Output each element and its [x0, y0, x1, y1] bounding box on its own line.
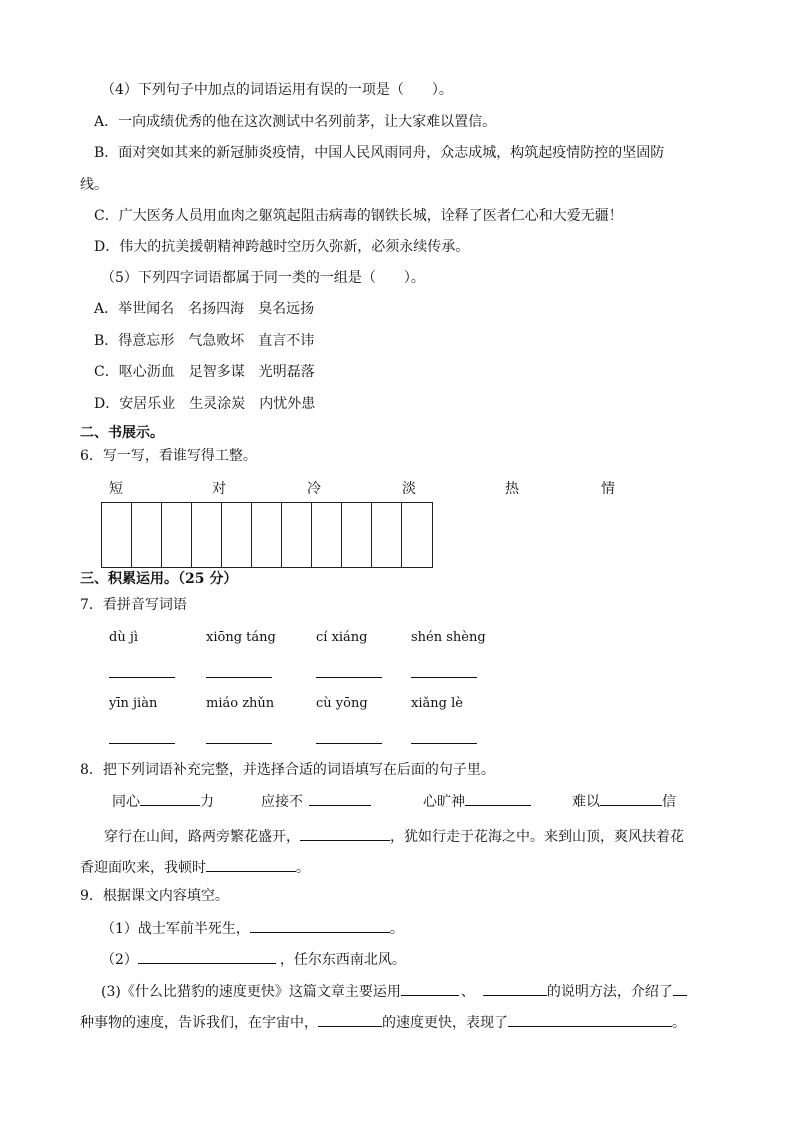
sentence-text: 穿行在山间，路两旁繁花盛开， — [104, 829, 300, 845]
fill-blank[interactable] — [140, 791, 200, 806]
q5-stem: （5）下列四字词语都属于同一类的一组是（ ）。 — [101, 270, 425, 286]
grid-cell[interactable] — [132, 503, 162, 567]
answer-line[interactable] — [411, 677, 477, 678]
word-suffix: 力 — [200, 794, 214, 810]
item-text: 的速度更快，表现了 — [382, 1015, 508, 1031]
word-prefix: 应接不 — [261, 794, 303, 810]
q8-sentence-line2 — [80, 857, 310, 878]
fill-blank[interactable] — [483, 981, 547, 996]
q8-sentence-line1 — [104, 826, 684, 847]
grid-cell[interactable] — [312, 503, 342, 567]
char-3: 冷 — [307, 481, 321, 497]
grid-cell[interactable] — [402, 503, 432, 567]
section2-title: 二、书展示。 — [80, 425, 164, 441]
item-text: 的说明方法，介绍了 — [546, 984, 673, 1000]
fill-blank[interactable] — [250, 918, 390, 933]
char-5: 热 — [505, 481, 519, 497]
grid-cell[interactable] — [282, 503, 312, 567]
item-text: （2） — [101, 952, 138, 968]
q4-option-b-line1: B．面对突如其来的新冠肺炎疫情，中国人民风雨同舟，众志成城，构筑起疫情防控的坚固防 — [94, 145, 665, 161]
pinyin-5: yīn jiàn — [109, 696, 158, 711]
fill-blank[interactable] — [318, 1012, 382, 1027]
answer-line[interactable] — [316, 677, 382, 678]
grid-cell[interactable] — [192, 503, 222, 567]
item-text: ，任尔东西南北风。 — [279, 952, 406, 968]
pinyin-2: xiōng táng — [206, 630, 276, 645]
item-text: （1）战士军前半死生， — [101, 921, 250, 937]
grid-cell[interactable] — [222, 503, 252, 567]
char-2: 对 — [212, 481, 226, 497]
item-text: 。 — [389, 921, 404, 937]
answer-line[interactable] — [206, 677, 272, 678]
q6-stem: 6．写一写，看谁写得工整。 — [80, 448, 257, 464]
pinyin-3: cí xiáng — [316, 630, 368, 645]
fill-blank[interactable] — [600, 791, 662, 806]
pinyin-6: miáo zhǔn — [206, 696, 275, 711]
word-suffix: 信 — [662, 794, 676, 810]
item-text: 种事物的速度，告诉我们，在宇宙中， — [80, 1015, 318, 1031]
fill-blank[interactable] — [206, 857, 296, 872]
word-prefix: 同心 — [112, 794, 140, 810]
item-text: (3)《什么比猎豹的速度更快》这篇文章主要运用 — [101, 984, 401, 1000]
pinyin-4: shén shèng — [411, 630, 486, 645]
grid-cell[interactable] — [162, 503, 192, 567]
section3-title: 三、积累运用。（25 分） — [80, 571, 238, 587]
answer-line[interactable] — [109, 677, 175, 678]
item-text: 。 — [672, 1015, 686, 1031]
q5-option-b: B．得意忘形 气急败坏 直言不讳 — [94, 333, 315, 349]
item-text: 、 — [460, 984, 475, 1000]
grid-cell[interactable] — [252, 503, 282, 567]
q8-word-3 — [423, 791, 531, 812]
q5-option-d: D．安居乐业 生灵涂炭 内忧外患 — [94, 396, 316, 412]
q8-word-2 — [261, 791, 371, 812]
q9-stem: 9．根据课文内容填空。 — [80, 888, 229, 904]
pinyin-8: xiǎng lè — [411, 696, 463, 711]
fill-blank[interactable] — [508, 1012, 672, 1027]
q4-option-b-line2: 线。 — [80, 177, 108, 193]
q4-option-a: A．一向成绩优秀的他在这次测试中名列前茅，让大家难以置信。 — [94, 114, 497, 130]
q5-option-c: C．呕心沥血 足智多谋 光明磊落 — [94, 364, 315, 380]
q4-stem: （4）下列句子中加点的词语运用有误的一项是（ ）。 — [101, 82, 453, 98]
q7-stem: 7．看拼音写词语 — [80, 597, 187, 613]
sentence-text: 。 — [296, 860, 310, 876]
word-prefix: 难以 — [572, 794, 600, 810]
grid-cell[interactable] — [372, 503, 402, 567]
grid-cell[interactable] — [342, 503, 372, 567]
answer-line[interactable] — [411, 743, 477, 744]
q4-option-d: D．伟大的抗美援朝精神跨越时空历久弥新，必须永续传承。 — [94, 239, 470, 255]
q8-word-1 — [112, 791, 214, 812]
pinyin-1: dù jì — [109, 630, 139, 645]
q8-word-4 — [572, 791, 676, 812]
fill-blank[interactable] — [401, 981, 459, 996]
answer-line[interactable] — [109, 743, 175, 744]
q9-item-1 — [101, 918, 404, 939]
grid-cell[interactable] — [102, 503, 132, 567]
fill-blank[interactable] — [673, 981, 687, 996]
word-prefix: 心旷神 — [423, 794, 465, 810]
fill-blank[interactable] — [465, 791, 531, 806]
answer-line[interactable] — [206, 743, 272, 744]
sentence-text: ，犹如行走于花海之中。来到山顶，爽风扶着花 — [390, 829, 684, 845]
fill-blank[interactable] — [138, 949, 276, 964]
q9-item-3-line1 — [101, 981, 687, 1002]
fill-blank[interactable] — [300, 826, 390, 841]
char-1: 短 — [109, 481, 123, 497]
q9-item-2 — [101, 949, 406, 970]
char-4: 淡 — [402, 481, 416, 497]
q8-stem: 8．把下列词语补充完整，并选择合适的词语填写在后面的句子里。 — [80, 762, 495, 778]
q5-option-a: A．举世闻名 名扬四海 臭名远扬 — [94, 301, 315, 317]
fill-blank[interactable] — [309, 791, 371, 806]
answer-line[interactable] — [316, 743, 382, 744]
q9-item-3-line2 — [80, 1012, 686, 1033]
pinyin-7: cù yōng — [316, 696, 368, 711]
char-6: 情 — [601, 481, 615, 497]
q4-option-c: C．广大医务人员用血肉之躯筑起阻击病毒的钢铁长城，诠释了医者仁心和大爱无疆！ — [94, 208, 623, 224]
writing-grid — [101, 502, 433, 568]
sentence-text: 香迎面吹来，我顿时 — [80, 860, 206, 876]
